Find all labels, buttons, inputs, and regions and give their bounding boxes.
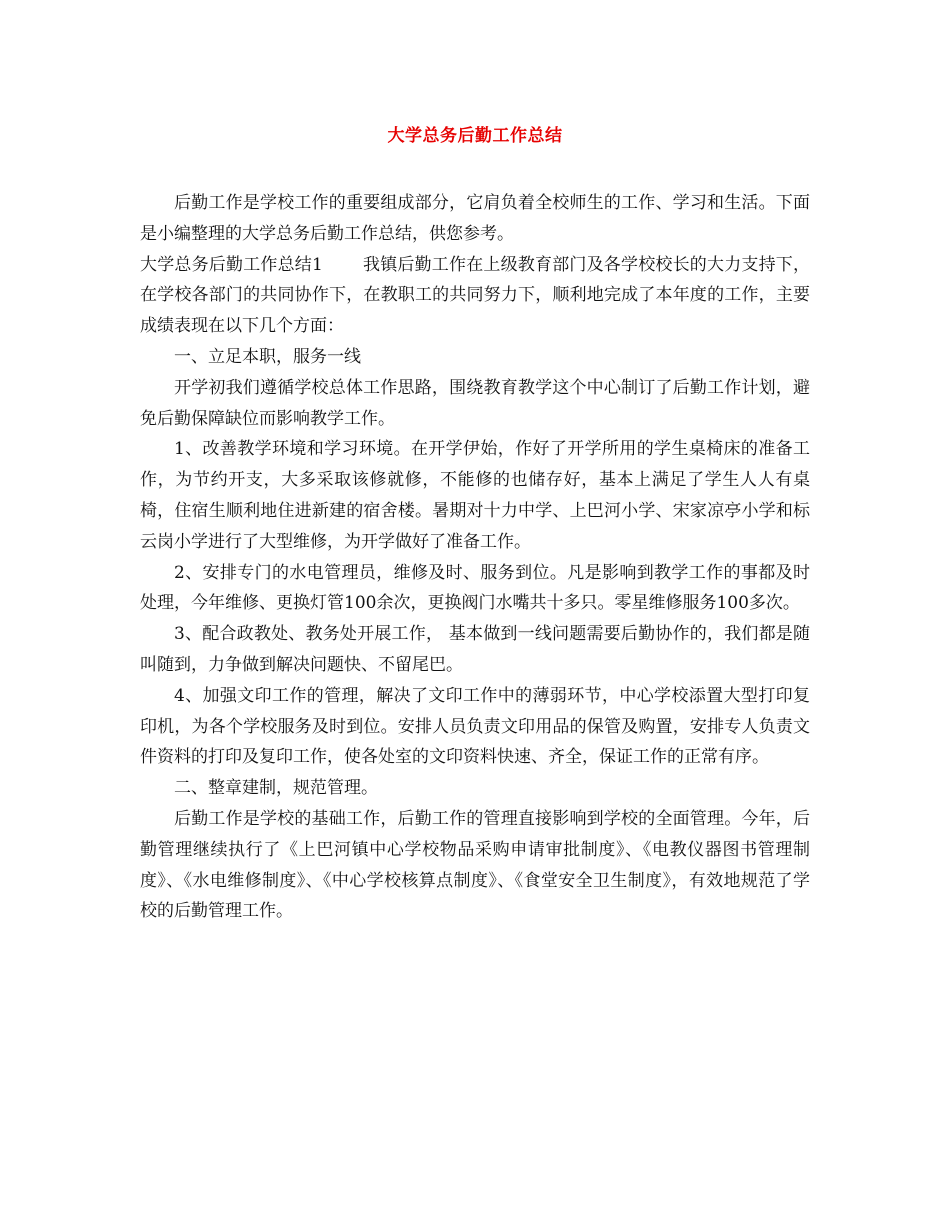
document-body — [140, 188, 810, 927]
list-item-3: 3、配合政教处、教务处开展工作， 基本做到一线问题需要后勤协作的，我们都是随叫随到，力争做到解决问题快、不留尾巴。 — [140, 624, 810, 675]
list-item-2: 2、安排专门的水电管理员，维修及时、服务到位。凡是影响到教学工作的事都及时处理，今年维修、更换灯管100余次，更换阀门水嘴共十多只。零星维修服务100多次。 — [140, 562, 810, 614]
list-item-1: 1、改善教学环境和学习环境。在开学伊始，作好了开学所用的学生桌椅床的准备工作，为节约开支，大多采取该修就修，不能修的也储存好，基本上满足了学生人人有桌椅，住宿生顺利地住进新建的宿舍楼。暑期对十力中学、上巴河小学、宋家凉亭小学和标云岗小学进行了大型维修，为开学做好了准备工作。 — [140, 439, 810, 552]
section1-text: 我镇后勤工作在上级教育部门及各学校校长的大力支持下，在学校各部门的共同协作下，在教职工的共同努力下，顺利地完成了本年度的工作，主要成绩表现在以下几个方面： — [140, 254, 810, 337]
heading-one: 一、立足本职，服务一线 — [174, 346, 361, 367]
intro-paragraph: 后勤工作是学校工作的重要组成部分，它肩负着全校师生的工作、学习和生活。下面是小编整理的大学总务后勤工作总结，供您参考。 — [140, 193, 810, 244]
section1-paragraph — [140, 250, 810, 342]
document-title: 大学总务后勤工作总结 — [387, 126, 563, 146]
heading-two: 二、整章建制，规范管理。 — [174, 778, 378, 799]
section1-label: 大学总务后勤工作总结1 — [140, 254, 323, 275]
paragraph-one: 开学初我们遵循学校总体工作思路，围绕教育教学这个中心制订了后勤工作计划，避免后勤保障缺位而影响教学工作。 — [140, 377, 810, 429]
list-item-4: 4、加强文印工作的管理，解决了文印工作中的薄弱环节，中心学校添置大型打印复印机，为各个学校服务及时到位。安排人员负责文印用品的保管及购置，安排专人负责文件资料的打印及复印工作，使各处室的文印资料快速、齐全，保证工作的正常有序。 — [140, 685, 810, 768]
paragraph-two: 后勤工作是学校的基础工作，后勤工作的管理直接影响到学校的全面管理。今年，后勤管理继续执行了《上巴河镇中心学校物品采购申请审批制度》、《电教仪器图书管理制度》、《水电维修制度》、《中心学校核算点制度》、《食堂安全卫生制度》，有效地规范了学校的后勤管理工作。 — [140, 808, 810, 922]
